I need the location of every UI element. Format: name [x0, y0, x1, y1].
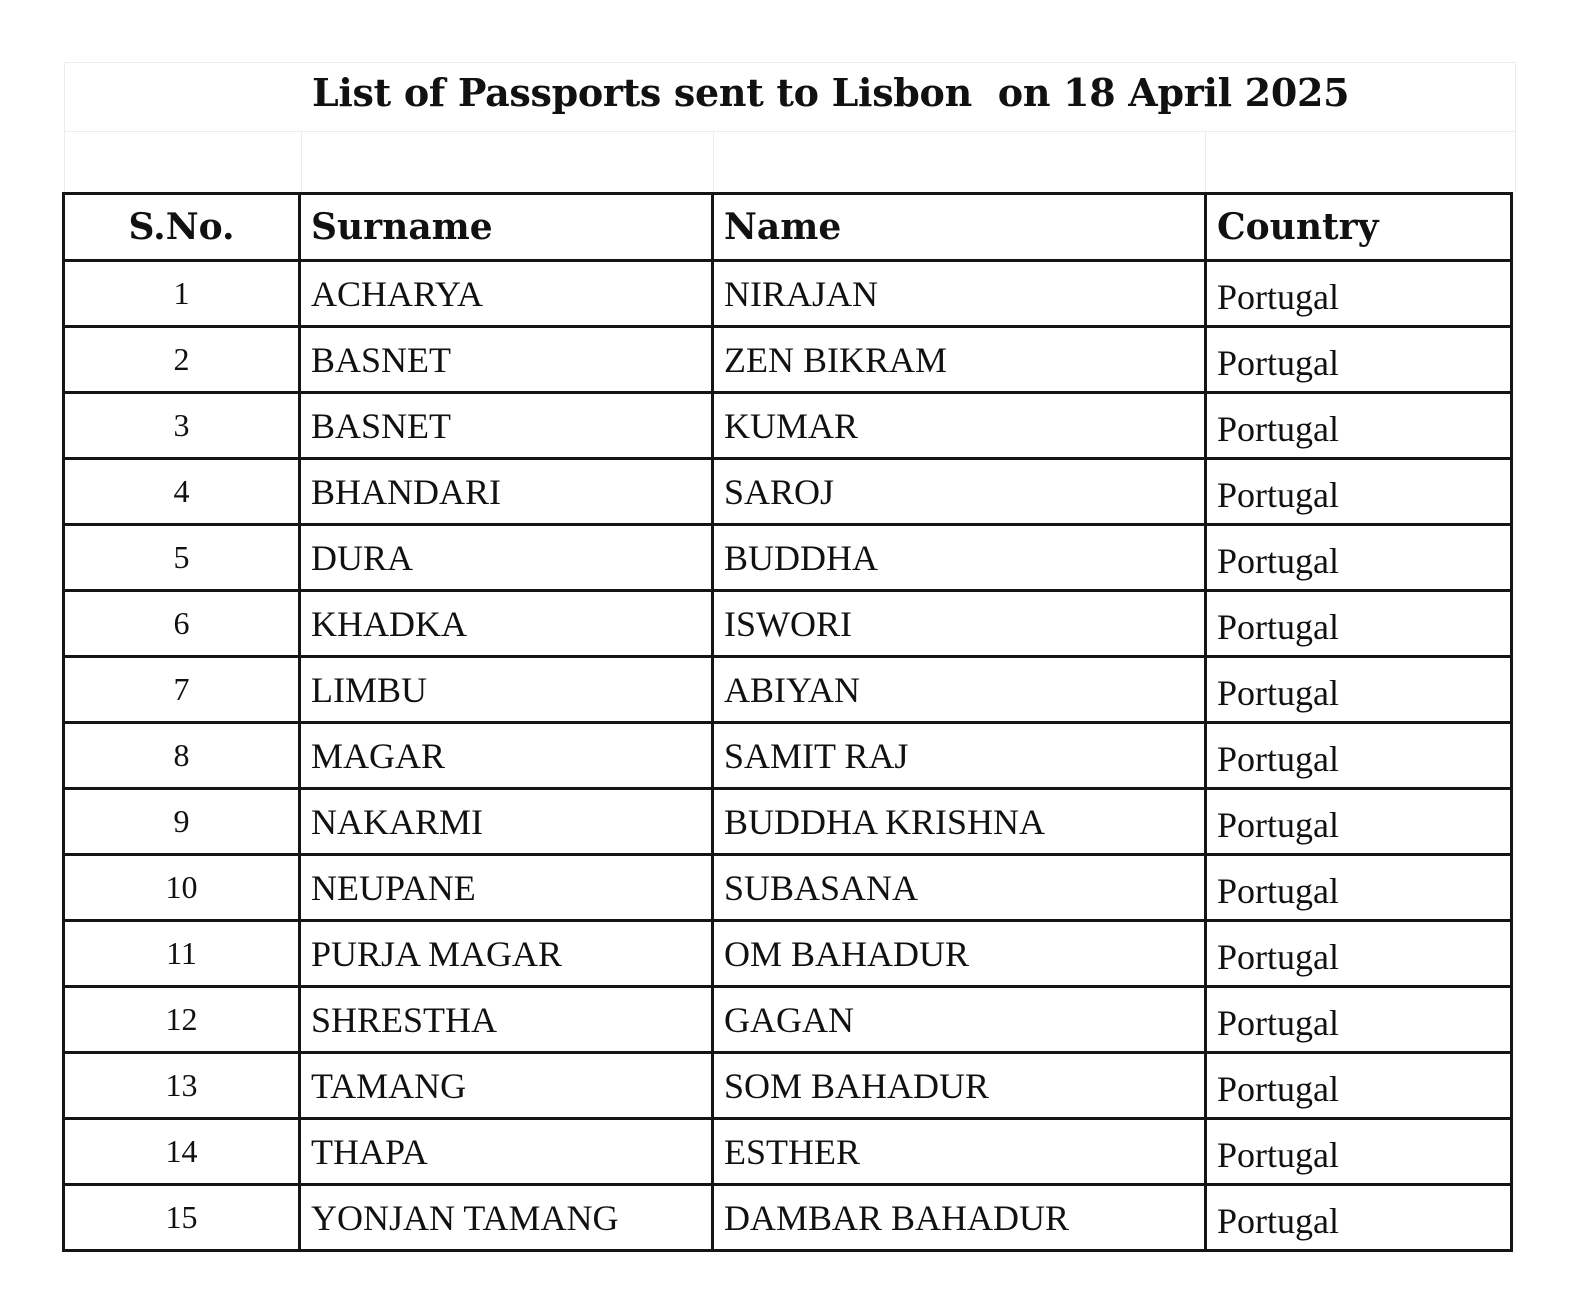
cell-surname: THAPA	[300, 1119, 713, 1185]
cell-surname: SHRESTHA	[300, 987, 713, 1053]
column-header-country: Country	[1206, 194, 1512, 261]
cell-name: NIRAJAN	[713, 261, 1206, 327]
document-title: List of Passports sent to Lisbon on 18 April 2025	[312, 70, 1350, 115]
faint-gridline	[713, 131, 714, 193]
cell-name: SUBASANA	[713, 855, 1206, 921]
cell-name: OM BAHADUR	[713, 921, 1206, 987]
cell-country: Portugal	[1206, 459, 1512, 525]
cell-surname: TAMANG	[300, 1053, 713, 1119]
cell-sno: 12	[64, 987, 300, 1053]
table-row	[64, 921, 1512, 987]
cell-country: Portugal	[1206, 723, 1512, 789]
cell-country: Portugal	[1206, 789, 1512, 855]
table-row	[64, 1053, 1512, 1119]
column-header-name: Name	[713, 194, 1206, 261]
table-row	[64, 1119, 1512, 1185]
cell-surname: ACHARYA	[300, 261, 713, 327]
cell-sno: 8	[64, 723, 300, 789]
cell-country: Portugal	[1206, 921, 1512, 987]
cell-country: Portugal	[1206, 525, 1512, 591]
cell-name: SAROJ	[713, 459, 1206, 525]
faint-gridline	[1205, 131, 1206, 193]
cell-sno: 3	[64, 393, 300, 459]
cell-country: Portugal	[1206, 393, 1512, 459]
table-header	[64, 194, 1512, 261]
cell-sno: 7	[64, 657, 300, 723]
cell-sno: 4	[64, 459, 300, 525]
cell-surname: YONJAN TAMANG	[300, 1185, 713, 1251]
passports-table	[62, 192, 1513, 1252]
cell-name: SOM BAHADUR	[713, 1053, 1206, 1119]
cell-name: KUMAR	[713, 393, 1206, 459]
cell-surname: LIMBU	[300, 657, 713, 723]
table-row	[64, 591, 1512, 657]
faint-gridline	[65, 131, 1515, 132]
cell-country: Portugal	[1206, 1119, 1512, 1185]
table-row	[64, 723, 1512, 789]
cell-sno: 1	[64, 261, 300, 327]
cell-surname: KHADKA	[300, 591, 713, 657]
table-row	[64, 789, 1512, 855]
cell-surname: NEUPANE	[300, 855, 713, 921]
header-row	[64, 194, 1512, 261]
cell-country: Portugal	[1206, 591, 1512, 657]
cell-country: Portugal	[1206, 855, 1512, 921]
cell-country: Portugal	[1206, 1053, 1512, 1119]
cell-surname: BASNET	[300, 327, 713, 393]
cell-name: ISWORI	[713, 591, 1206, 657]
cell-name: SAMIT RAJ	[713, 723, 1206, 789]
cell-sno: 14	[64, 1119, 300, 1185]
cell-sno: 15	[64, 1185, 300, 1251]
cell-surname: PURJA MAGAR	[300, 921, 713, 987]
cell-surname: BASNET	[300, 393, 713, 459]
cell-country: Portugal	[1206, 327, 1512, 393]
cell-name: GAGAN	[713, 987, 1206, 1053]
cell-sno: 13	[64, 1053, 300, 1119]
table-row	[64, 327, 1512, 393]
table-row	[64, 261, 1512, 327]
cell-sno: 9	[64, 789, 300, 855]
cell-country: Portugal	[1206, 1185, 1512, 1251]
cell-sno: 5	[64, 525, 300, 591]
table-row	[64, 657, 1512, 723]
cell-surname: MAGAR	[300, 723, 713, 789]
cell-surname: NAKARMI	[300, 789, 713, 855]
cell-country: Portugal	[1206, 987, 1512, 1053]
table-row	[64, 525, 1512, 591]
table-row	[64, 459, 1512, 525]
table-body	[64, 261, 1512, 1251]
cell-name: BUDDHA	[713, 525, 1206, 591]
column-header-sno: S.No.	[64, 194, 300, 261]
table-row	[64, 393, 1512, 459]
cell-sno: 11	[64, 921, 300, 987]
faint-gridline	[301, 131, 302, 193]
cell-country: Portugal	[1206, 261, 1512, 327]
cell-sno: 2	[64, 327, 300, 393]
cell-sno: 10	[64, 855, 300, 921]
cell-name: ESTHER	[713, 1119, 1206, 1185]
table-row	[64, 855, 1512, 921]
cell-sno: 6	[64, 591, 300, 657]
table-row	[64, 987, 1512, 1053]
cell-surname: BHANDARI	[300, 459, 713, 525]
column-header-surname: Surname	[300, 194, 713, 261]
cell-name: BUDDHA KRISHNA	[713, 789, 1206, 855]
cell-surname: DURA	[300, 525, 713, 591]
cell-name: ABIYAN	[713, 657, 1206, 723]
cell-country: Portugal	[1206, 657, 1512, 723]
cell-name: ZEN BIKRAM	[713, 327, 1206, 393]
cell-name: DAMBAR BAHADUR	[713, 1185, 1206, 1251]
table-row	[64, 1185, 1512, 1251]
